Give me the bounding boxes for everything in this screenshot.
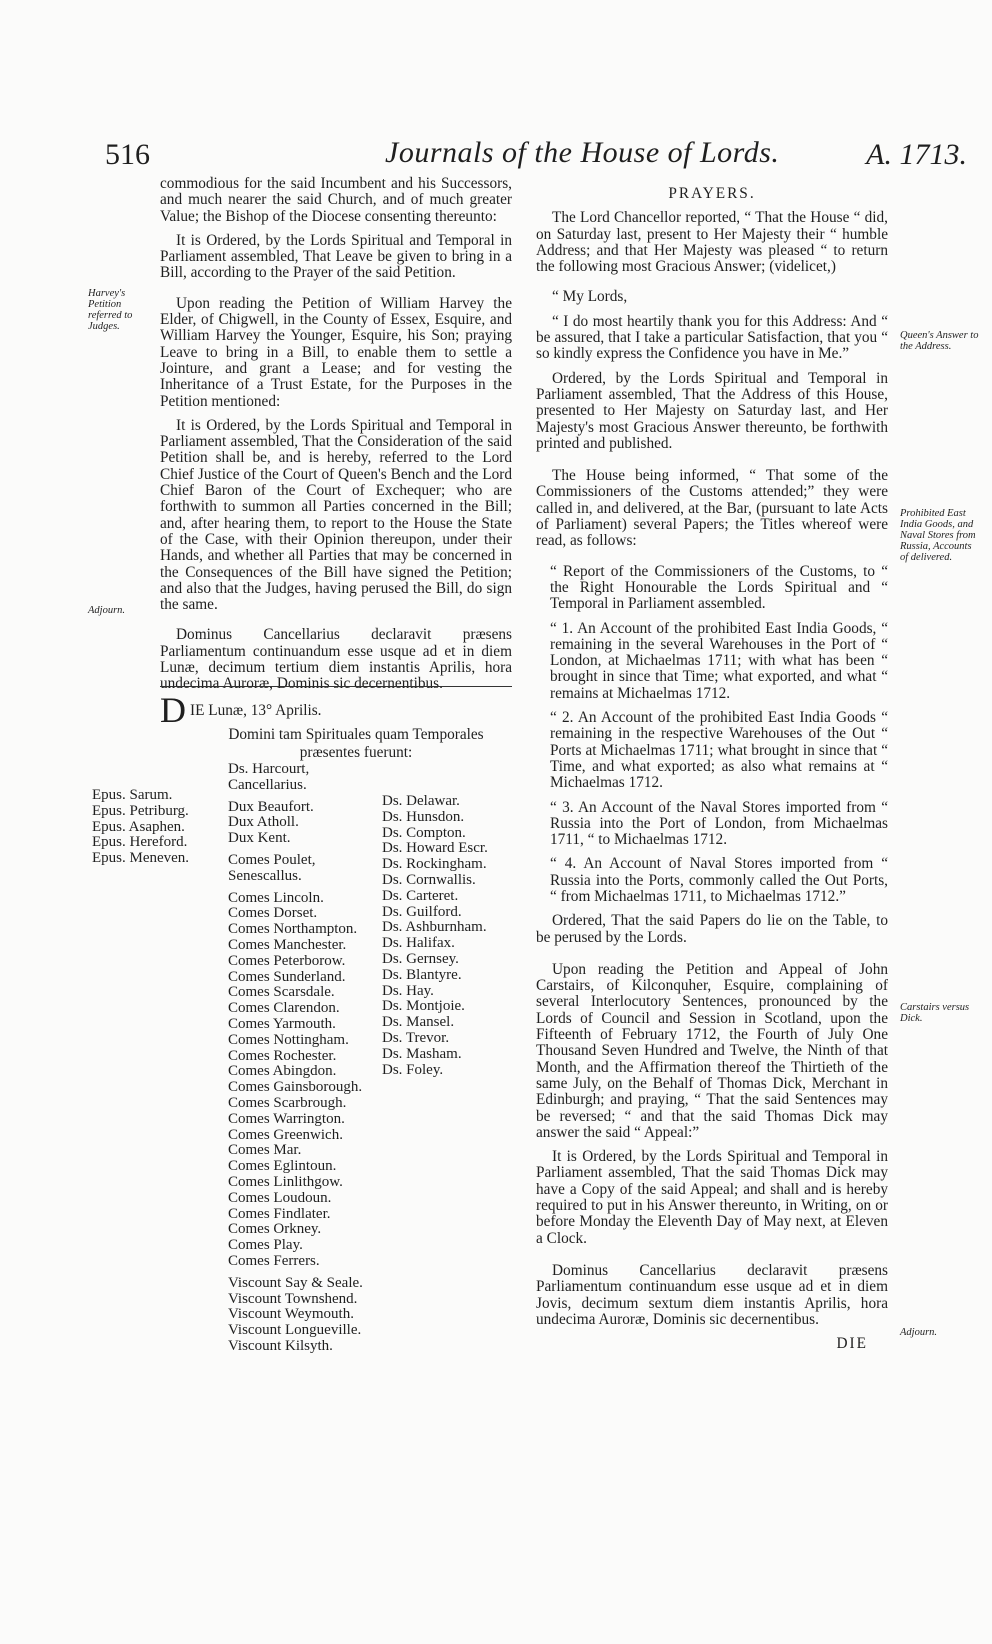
paragraph-commodious: commodious for the said Incumbent and his Successors, and much nearer the said Church, and of much greater Value; the Bishop of the Diocese consenting thereunto: xyxy=(160,175,512,225)
baron-name: Ds. Delawar. xyxy=(382,793,460,809)
paragraph-carstairs-order: It is Ordered, by the Lords Spiritual and Temporal in Parliament assembled, That the said Thomas Dick may have a Copy of the said Appeal; and shall and is hereby required to put in his Answer thereunto, in Writing, on or before Monday the Eleventh Day of May next, at Eleven a Clock. xyxy=(536,1148,888,1247)
earl-name: Comes Scarsdale. xyxy=(228,984,335,1001)
viscount-name: Viscount Kilsyth. xyxy=(228,1337,333,1354)
lords-list-a xyxy=(228,762,368,1355)
paragraph-print-order: Ordered, by the Lords Spiritual and Temporal in Parliament assembled, That the Address of this House, presented to Her Majesty on Saturday last, and Her Majesty's most Gracious Answer thereunto, be forthwith printed and published. xyxy=(536,369,888,452)
earl-name: Comes Ferrers. xyxy=(228,1252,320,1269)
earl-name: Comes Greenwich. xyxy=(228,1126,343,1143)
paragraph-my-lords: “ My Lords, xyxy=(552,288,628,306)
seneschal-name: Comes Poulet, Senescallus. xyxy=(228,851,316,884)
viscount-name: Viscount Say & Seale. xyxy=(228,1274,363,1291)
page-header xyxy=(95,128,975,176)
duke-name: Dux Beaufort. xyxy=(228,798,314,815)
earl-name: Comes Peterborow. xyxy=(228,952,346,969)
earl-name: Comes Play. xyxy=(228,1237,303,1254)
margin-note-harvey: Harvey's Petition referred to Judges. xyxy=(88,288,133,332)
earl-name: Comes Linlithgow. xyxy=(228,1173,343,1190)
bishop-name: Epus. Meneven. xyxy=(92,850,190,867)
earl-name: Comes Lincoln. xyxy=(228,889,324,906)
baron-name: Ds. Howard Escr. xyxy=(382,840,488,857)
paragraph-account-2: “ 2. An Account of the prohibited East India Goods “ remaining in the respective Warehouses of the Out “ Ports at Michaelmas 1711; what brought in since that “ Time, and what exported; as also what remains at “ Michaelmas 1712. xyxy=(550,709,888,792)
baron-name: Ds. Foley. xyxy=(382,1061,444,1078)
baron-name: Ds. Mansel. xyxy=(382,1014,455,1031)
baron-name: Ds. Carteret. xyxy=(382,887,459,904)
lords-list-b xyxy=(382,794,512,1078)
paragraph-account-1: “ 1. An Account of the prohibited East India Goods, “ remaining in the several Warehouses in the Port of “ London, at Michaelmas 1711; with what has been “ brought in since that Time; what exported, and what “ remains at Michaelmas 1712. xyxy=(550,619,888,702)
prayers-heading: PRAYERS. xyxy=(668,185,756,202)
baron-name: Ds. Blantyre. xyxy=(382,966,462,983)
duke-name: Dux Kent. xyxy=(228,830,291,847)
paragraph-chancellor-report: The Lord Chancellor reported, “ That the House “ did, on Saturday last, present to Her Majesty their “ humble Address; and that Her Majesty was pleased “ to return the following most Gracious Answer; (videlicet,) xyxy=(536,209,888,276)
margin-note-queens-answer: Queen's Answer to the Address. xyxy=(900,330,979,352)
catchword: DIE xyxy=(836,1335,868,1353)
margin-note-adjourn: Adjourn. xyxy=(88,605,126,616)
paragraph-carstairs-appeal: Upon reading the Petition and Appeal of John Carstairs, of Kilconquher, Esquire, complaining of several Interlocutory Sentences, pronounced by the Lords of Council and Session in Scotland, upon the Fifteenth of February 1712, the Fourth of July One Thousand Seven Hundred and Twelve, the Ninth of that Month, and the Affirmation thereof the Thirtieth of the same July, on the Behalf of Thomas Dick, Merchant in Edinburgh; and praying, “ That the said Sentences may be reversed; “ and that the said Thomas Dick may answer the said “ Appeal:” xyxy=(536,960,888,1141)
paragraph-harvey-order: It is Ordered, by the Lords Spiritual and Temporal in Parliament assembled, That the Consideration of the said Petition shall be, and is hereby, referred to the Lord Chief Justice of the Court of Queen's Bench and the Lord Chief Baron of the Court of Exchequer; who are forthwith to summon all Parties concerned in the Bill; and, after hearing them, to report to the House the State of the Case, with their Opinion thereupon, under their Hands, and whether all Parties that may be concerned in the Consequences of the Bill have signed the Petition; and also that the Judges, having perused the Bill, do sign the same. xyxy=(160,416,512,614)
earl-name: Comes Northampton. xyxy=(228,921,358,938)
viscount-name: Viscount Longueville. xyxy=(228,1322,362,1339)
earl-name: Comes Dorset. xyxy=(228,905,318,922)
margin-note-adjourn-2: Adjourn. xyxy=(900,1327,938,1338)
margin-note-carstairs: Carstairs versus Dick. xyxy=(900,1002,970,1024)
viscount-name: Viscount Weymouth. xyxy=(228,1306,354,1323)
chancellor-name: Ds. Harcourt, Cancellarius. xyxy=(228,761,310,793)
baron-name: Ds. Compton. xyxy=(382,824,466,841)
baron-name: Ds. Cornwallis. xyxy=(382,871,476,888)
earl-name: Comes Mar. xyxy=(228,1142,302,1159)
earl-name: Comes Loudoun. xyxy=(228,1189,332,1206)
baron-name: Ds. Ashburnham. xyxy=(382,919,487,936)
bishops-list xyxy=(92,788,212,867)
bishop-name: Epus. Sarum. xyxy=(92,787,173,803)
baron-name: Ds. Masham. xyxy=(382,1045,462,1062)
present-line: Domini tam Spirituales quam Temporales præsentes fuerunt: xyxy=(228,726,484,761)
left-column xyxy=(160,176,512,701)
baron-name: Ds. Trevor. xyxy=(382,1029,450,1046)
earl-name: Comes Manchester. xyxy=(228,936,347,953)
baron-name: Ds. Rockingham. xyxy=(382,856,487,873)
earl-name: Comes Rochester. xyxy=(228,1047,337,1064)
margin-note-prohibited-goods: Prohibited East India Goods, and Naval Stores from Russia, Accounts of delivered. xyxy=(900,508,976,563)
viscount-name: Viscount Townshend. xyxy=(228,1290,358,1307)
paragraph-papers-lie: Ordered, That the said Papers do lie on the Table, to be perused by the Lords. xyxy=(536,912,888,946)
paragraph-customs-report: “ Report of the Commissioners of the Customs, to “ the Right Honourable the Lords Spiritual and “ Temporal in Parliament assembled. xyxy=(550,562,888,613)
paragraph-harvey-petition: Upon reading the Petition of William Harvey the Elder, of Chigwell, in the County of Essex, Esquire, and William Harvey the Younger, Esquire, his Son; praying Leave to bring in a Bill, to enable them to settle a Jointure, and grant a Lease; and for vesting the Inheritance of a Trust Estate, for the Purposes in the Petition mentioned: xyxy=(160,294,512,410)
earl-name: Comes Eglintoun. xyxy=(228,1158,337,1175)
baron-name: Ds. Montjoie. xyxy=(382,998,465,1015)
paragraph-adjournment: Dominus Cancellarius declaravit præsens Parliamentum continuandum esse usque ad et in diem Lunæ, decimum tertium diem instantis Aprilis, hora undecima Auroræ, Dominis sic decernentibus. xyxy=(160,626,512,693)
earl-name: Comes Gainsborough. xyxy=(228,1079,363,1096)
bishop-name: Epus. Asaphen. xyxy=(92,818,185,835)
die-date: IE Lunæ, 13° Aprilis. xyxy=(190,702,322,719)
earl-name: Comes Sunderland. xyxy=(228,968,346,985)
paragraph-adjournment-2: Dominus Cancellarius declaravit præsens Parliamentum continuandum esse usque ad et in diem Jovis, decimum sextum diem instantis Aprilis, hora undecima Auroræ, Dominis sic decernentibus. xyxy=(536,1261,888,1328)
right-column xyxy=(536,186,888,1360)
page-year: A. 1713. xyxy=(866,138,967,171)
bishop-name: Epus. Petriburg. xyxy=(92,802,189,819)
paragraph-customs-commissioners: The House being informed, “ That some of the Commissioners of the Customs attended;” they were called in, and delivered, at the Bar, (pursuant to late Acts of Parliament) several Papers; the Titles whereof were read, as follows: xyxy=(536,467,888,550)
earl-name: Comes Yarmouth. xyxy=(228,1015,336,1032)
die-lunae-heading xyxy=(160,690,512,762)
baron-name: Ds. Hunsdon. xyxy=(382,808,465,825)
duke-name: Dux Atholl. xyxy=(228,814,299,831)
baron-name: Ds. Hay. xyxy=(382,982,434,999)
earl-name: Comes Nottingham. xyxy=(228,1031,349,1048)
earl-name: Comes Findlater. xyxy=(228,1205,331,1222)
paragraph-account-4: “ 4. An Account of Naval Stores imported from “ Russia into the Ports, commonly called the Out Ports, “ from Michaelmas 1711, to Michaelmas 1712.” xyxy=(550,855,888,905)
baron-name: Ds. Halifax. xyxy=(382,935,455,952)
earl-name: Comes Abingdon. xyxy=(228,1063,337,1080)
earl-name: Comes Warrington. xyxy=(228,1110,345,1127)
baron-name: Ds. Guilford. xyxy=(382,903,462,920)
paragraph-order-bill: It is Ordered, by the Lords Spiritual and Temporal in Parliament assembled, That Leave be given to bring in a Bill, according to the Prayer of the said Petition. xyxy=(160,231,512,282)
section-divider xyxy=(160,686,512,687)
paragraph-account-3: “ 3. An Account of the Naval Stores imported from “ Russia into the Port of London, from Michaelmas 1711, “ to Michaelmas 1712. xyxy=(550,798,888,849)
earl-name: Comes Scarbrough. xyxy=(228,1094,347,1111)
page-number: 516 xyxy=(105,138,150,171)
page-title: Journals of the House of Lords. xyxy=(385,136,780,169)
baron-name: Ds. Gernsey. xyxy=(382,950,459,967)
earl-name: Comes Clarendon. xyxy=(228,1000,340,1017)
paragraph-queens-answer: “ I do most heartily thank you for this Address: And “ be assured, that I take a particular Satisfaction, that you “ so kindly express the Confidence you have in Me.” xyxy=(536,312,888,363)
earl-name: Comes Orkney. xyxy=(228,1221,322,1238)
bishop-name: Epus. Hereford. xyxy=(92,834,188,851)
drop-cap: D xyxy=(160,690,186,730)
